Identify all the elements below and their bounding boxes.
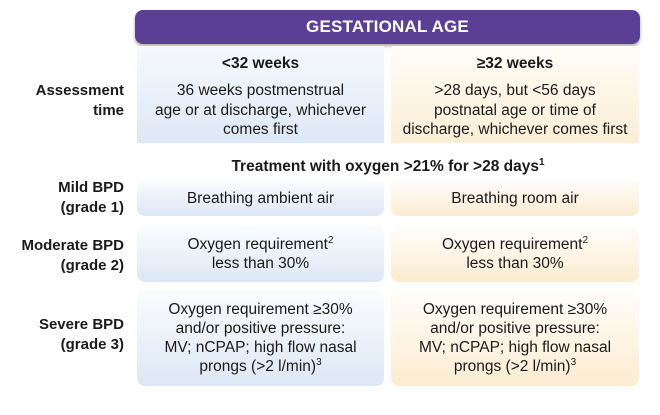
row-label-assessment: Assessment time xyxy=(35,82,124,119)
row-label-mild: Mild BPD (grade 1) xyxy=(58,179,124,216)
severe-right-cell: Oxygen requirement ≥30% and/or positive pressure: MV; nCPAP; high flow nasal prongs (>2 l/min)$^3$ xyxy=(391,290,639,386)
moderate-right-cell: Oxygen requirement$^2$ less than 30% xyxy=(391,226,639,282)
row-label-severe: Severe BPD (grade 3) xyxy=(38,316,124,353)
header-title: GESTATIONAL AGE xyxy=(306,17,469,36)
left-assessment-text: 36 weeks postmenstrual age or at discharge, whichever comes first xyxy=(154,82,367,138)
right-assessment-text: >28 days, but <56 days postnatal age or time of discharge, whichever comes first xyxy=(402,82,628,138)
moderate-left-cell: Oxygen requirement$^2$ less than 30% xyxy=(137,226,384,282)
treatment-criteria: Treatment with oxygen >21% for >28 days$^1$ xyxy=(231,157,545,175)
left-column-heading: <32 weeks xyxy=(221,55,300,72)
gestational-age-header xyxy=(135,10,640,44)
mild-right-cell: Breathing room air xyxy=(391,180,639,216)
mild-left-cell: Breathing ambient air xyxy=(137,180,384,216)
row-label-moderate: Moderate BPD (grade 2) xyxy=(21,237,124,274)
severe-left-cell: Oxygen requirement ≥30% and/or positive pressure: MV; nCPAP; high flow nasal prongs (>2 l/min)$^3$ xyxy=(137,290,384,386)
right-column-heading: ≥32 weeks xyxy=(476,55,554,72)
